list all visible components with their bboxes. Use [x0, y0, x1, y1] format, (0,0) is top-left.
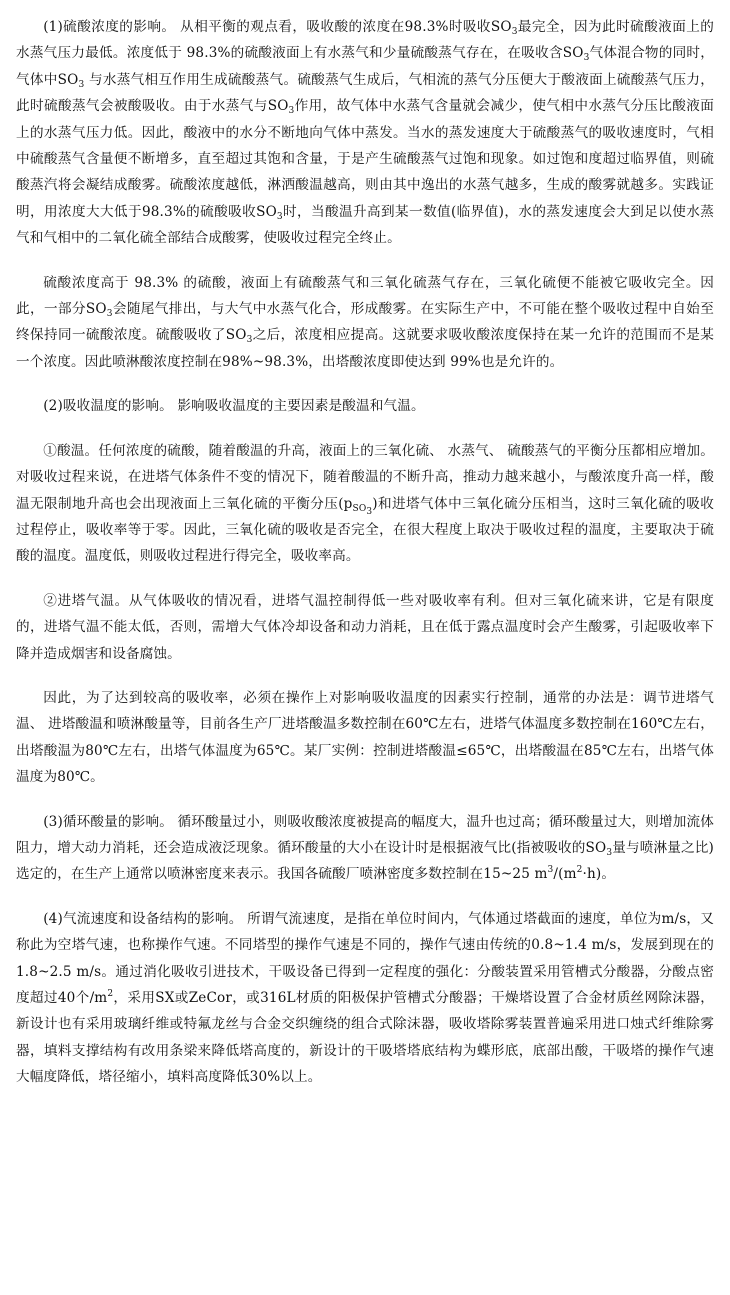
paragraph-circulating-acid: (3)循环酸量的影响。 循环酸量过小，则吸收酸浓度被提高的幅度大，温升也过高；循环酸量过大，则增加流体阻力，增大动力消耗，还会造成液泛现象。循环酸量的大小在设计时是根据液气比(指被吸收的$SO_3$量与喷淋量之比)选定的，在生产上通常以喷淋密度来表示。我国各硫酸厂喷淋密度多数控制在15~25 $m^3/(m^2\cdot h)$。 [16, 813, 714, 883]
paragraph-high-concentration: 硫酸浓度高于 98.3% 的硫酸，液面上有硫酸蒸气和三氧化硫蒸气存在，三氧化硫便不能被它吸收完全。因此，一部分$SO_3$会随尾气排出，与大气中水蒸气化合，形成酸雾。在实际生产中，不可能在整个吸收过程中自始至终保持同一硫酸浓度。硫酸吸收了$SO_3$之后，浓度相应提高。这就要求吸收酸浓度保持在某一允许的范围而不是某一个浓度。因此喷淋酸浓度控制在98%~98.3%，出塔酸浓度即使达到 99%也是允许的。 [16, 274, 714, 370]
paragraph-inlet-gas-temperature: ②进塔气温。从气体吸收的情况看，进塔气温控制得低一些对吸收率有利。但对三氧化硫来讲，它是有限度的，进塔气温不能太低，否则，需增大气体冷却设备和动力消耗，且在低于露点温度时会产生酸雾，引起吸收率下降并造成烟害和设备腐蚀。 [16, 592, 714, 662]
paragraph-absorption-temperature: (2)吸收温度的影响。 影响吸收温度的主要因素是酸温和气温。 [43, 398, 425, 415]
paragraph-acid-temperature: ①酸温。任何浓度的硫酸，随着酸温的升高，液面上的三氧化硫、 水蒸气、 硫酸蒸气的平衡分压都相应增加。对吸收过程来说，在进塔气体条件不变的情况下，随着酸温的不断升高，推动力越来越小，与酸浓度升高一样，酸温无限制地升高也会出现液面上三氧化硫的平衡分压$(p_{SO_3})$和进塔气体中三氧化硫分压相当，这时三氧化硫的吸收过程停止，吸收率等于零。因此，三氧化硫的吸收是否完全，在很大程度上取决于吸收过程的温度，主要取决于硫酸的温度。温度低，则吸收过程进行得完全，吸收率高。 [16, 442, 714, 565]
paragraph-gas-velocity: (4)气流速度和设备结构的影响。 所谓气流速度，是指在单位时间内，气体通过塔截面的速度，单位为m/s，又称此为空塔气速，也称操作气速。不同塔型的操作气速是不同的，操作气速由传统的0.8~1.4 m/s，发展到现在的1.8~2.5 m/s。通过消化吸收引进技术，干吸设备已得到一定程度的强化：分酸装置采用管槽式分酸器，分酸点密度超过40个$/m^2$，采用SX或ZeCor，或316L材质的阳极保护管槽式分酸器；干燥塔设置了合金材质丝网除沫器，新设计也有采用玻璃纤维或特氟龙丝与合金交织缠绕的组合式除沫器，吸收塔除雾装置普遍采用进口烛式纤维除雾器，填料支撑结构有改用条梁来降低塔高度的，新设计的干吸塔塔底结构为蝶形底，底部出酸，干吸塔的操作气速大幅度降低，塔径缩小，填料高度降低30%以上。 [16, 910, 714, 1086]
paragraph-temperature-control: 因此，为了达到较高的吸收率，必须在操作上对影响吸收温度的因素实行控制，通常的办法是：调节进塔气温、 进塔酸温和喷淋酸量等，目前各生产厂进塔酸温多数控制在60℃左右，进塔气体温度多数控制在160℃左右，出塔酸温为80℃左右，出塔气体温度为65℃。某厂实例：控制进塔酸温≤65℃，出塔酸温在85℃左右，出塔气体温度为80℃。 [16, 689, 714, 786]
paragraph-acid-concentration: (1)硫酸浓度的影响。 从相平衡的观点看，吸收酸的浓度在98.3%时吸收$SO_3$最完全，因为此时硫酸液面上的水蒸气压力最低。浓度低于 98.3%的硫酸液面上有水蒸气和少量硫酸蒸气存在，在吸收含$SO_3$气体混合物的同时，气体中$SO_3$ 与水蒸气相互作用生成硫酸蒸气。硫酸蒸气生成后，气相流的蒸气分压便大于酸液面上硫酸蒸气压力，此时硫酸蒸气会被酸吸收。由于水蒸气与$SO_3$作用，故气体中水蒸气含量就会减少，使气相中水蒸气分压比酸液面上的水蒸气压力低。因此，酸液中的水分不断地向气体中蒸发。当水的蒸发速度大于硫酸蒸气的吸收速度时，气相中硫酸蒸气含量便不断增多，直至超过其饱和含量，于是产生硫酸蒸气过饱和现象。如过饱和度超过临界值，则硫酸蒸汽将会凝结成酸雾。硫酸浓度越低，淋洒酸温越高，则由其中逸出的水蒸气越多，生成的酸雾就越多。实践证明，用浓度大大低于98.3%的硫酸吸收$SO_3$时，当酸温升高到某一数值(临界值)，水的蒸发速度会大到足以使水蒸气和气相中的二氧化硫全部结合成酸雾，使吸收过程完全终止。 [16, 19, 715, 247]
